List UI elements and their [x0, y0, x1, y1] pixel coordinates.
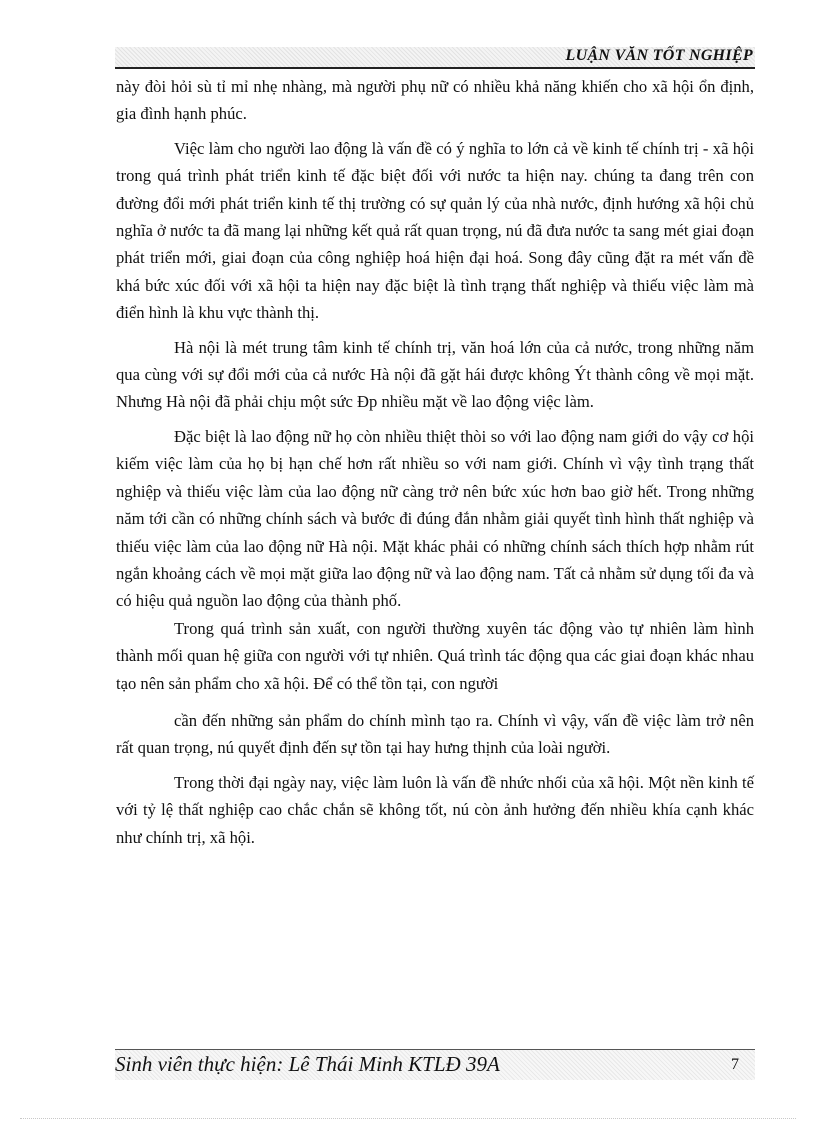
- bottom-dotted-line: [20, 1118, 796, 1119]
- paragraph-6: cần đến những sản phẩm do chính mình tạo ra. Chính vì vậy, vấn đề việc làm trở nên rất quan trọng, nú quyết định đến sự tồn tại hay hưng thịnh của loài người.: [116, 710, 754, 758]
- paragraph-1: này đòi hỏi sù tỉ mỉ nhẹ nhàng, mà người phụ nữ có nhiều khả năng khiến cho xã hội ổn định, gia đình hạnh phúc.: [116, 77, 754, 124]
- header-rule: [115, 67, 755, 69]
- paragraph-3: Hà nội là mét trung tâm kinh tế chính trị, văn hoá lớn của cả nước, trong những năm qua cùng với sự đổi mới của cả nước Hà nội đã gặt hái được không Ýt thành công về mọi mặt. Nhưng Hà nội đã phải chịu một sức Ðp nhiều mặt về lao động việc làm.: [116, 337, 754, 412]
- page-number: 7: [731, 1056, 739, 1073]
- header-band: [115, 47, 755, 67]
- paragraph-5: Trong quá trình sản xuất, con người thường xuyên tác động vào tự nhiên làm hình thành mối quan hệ giữa con người với tự nhiên. Quá trình tác động qua các giai đoạn khác nhau tạo nên sản phẩm cho xã hội. Để có thể tồn tại, con người: [116, 618, 754, 693]
- paragraph-7: Trong thời đại ngày nay, việc làm luôn là vấn đề nhức nhối của xã hội. Một nền kinh tế với tỷ lệ thất nghiệp cao chắc chắn sẽ không tốt, nú còn ảnh hưởng đến nhiều khía cạnh khác như chính trị, xã hội.: [116, 772, 754, 847]
- header-title: LUẬN VĂN TỐT NGHIỆP: [565, 47, 753, 64]
- paragraph-2: Việc làm cho người lao động là vấn đề có ý nghĩa to lớn cả về kinh tế chính trị - xã hội trong quá trình phát triển kinh tế đặc biệt đối với nước ta hiện nay. chúng ta đang trên con đường đổi mới phát triển kinh tế thị trường có sự quản lý của nhà nước, định hướng xã hội chủ nghĩa ở nước ta đã mang lại những kết quả rất quan trọng, nú đã đưa nước ta sang mét giai đoạn phát triển mới, giai đoạn của công nghiệp hoá hiện đại hoá. Song đây cũng đặt ra mét vấn đề khá bức xúc đối với xã hội ta hiện nay đặc biệt là tình trạng thất nghiệp và thiếu việc làm mà điển hình là khu vực thành thị.: [116, 138, 754, 323]
- paragraph-4: Đặc biệt là lao động nữ họ còn nhiều thiệt thòi so với lao động nam giới do vậy cơ hội kiếm việc làm của họ bị hạn chế hơn rất nhiều so với nam giới. Chính vì vậy tình trạng thất nghiệp và thiếu việc làm của lao động nữ càng trở nên bức xúc hơn bao giờ hết. Trong những năm tới cần có những chính sách và bước đi đúng đắn nhằm giải quyết tình hình thất nghiệp và thiếu việc làm của lao động nữ Hà nội. Mặt khác phải có những chính sách thích hợp nhằm rút ngắn khoảng cách về mọi mặt giữa lao động nữ và lao động nam. Tất cả nhằm sử dụng tối đa và có hiệu quả nguồn lao động của thành phố.: [116, 426, 754, 611]
- footer-band: [115, 1049, 755, 1080]
- body-text: [116, 73, 754, 858]
- footer-author: Sinh viên thực hiện: Lê Thái Minh KTLĐ 39A: [115, 1052, 500, 1076]
